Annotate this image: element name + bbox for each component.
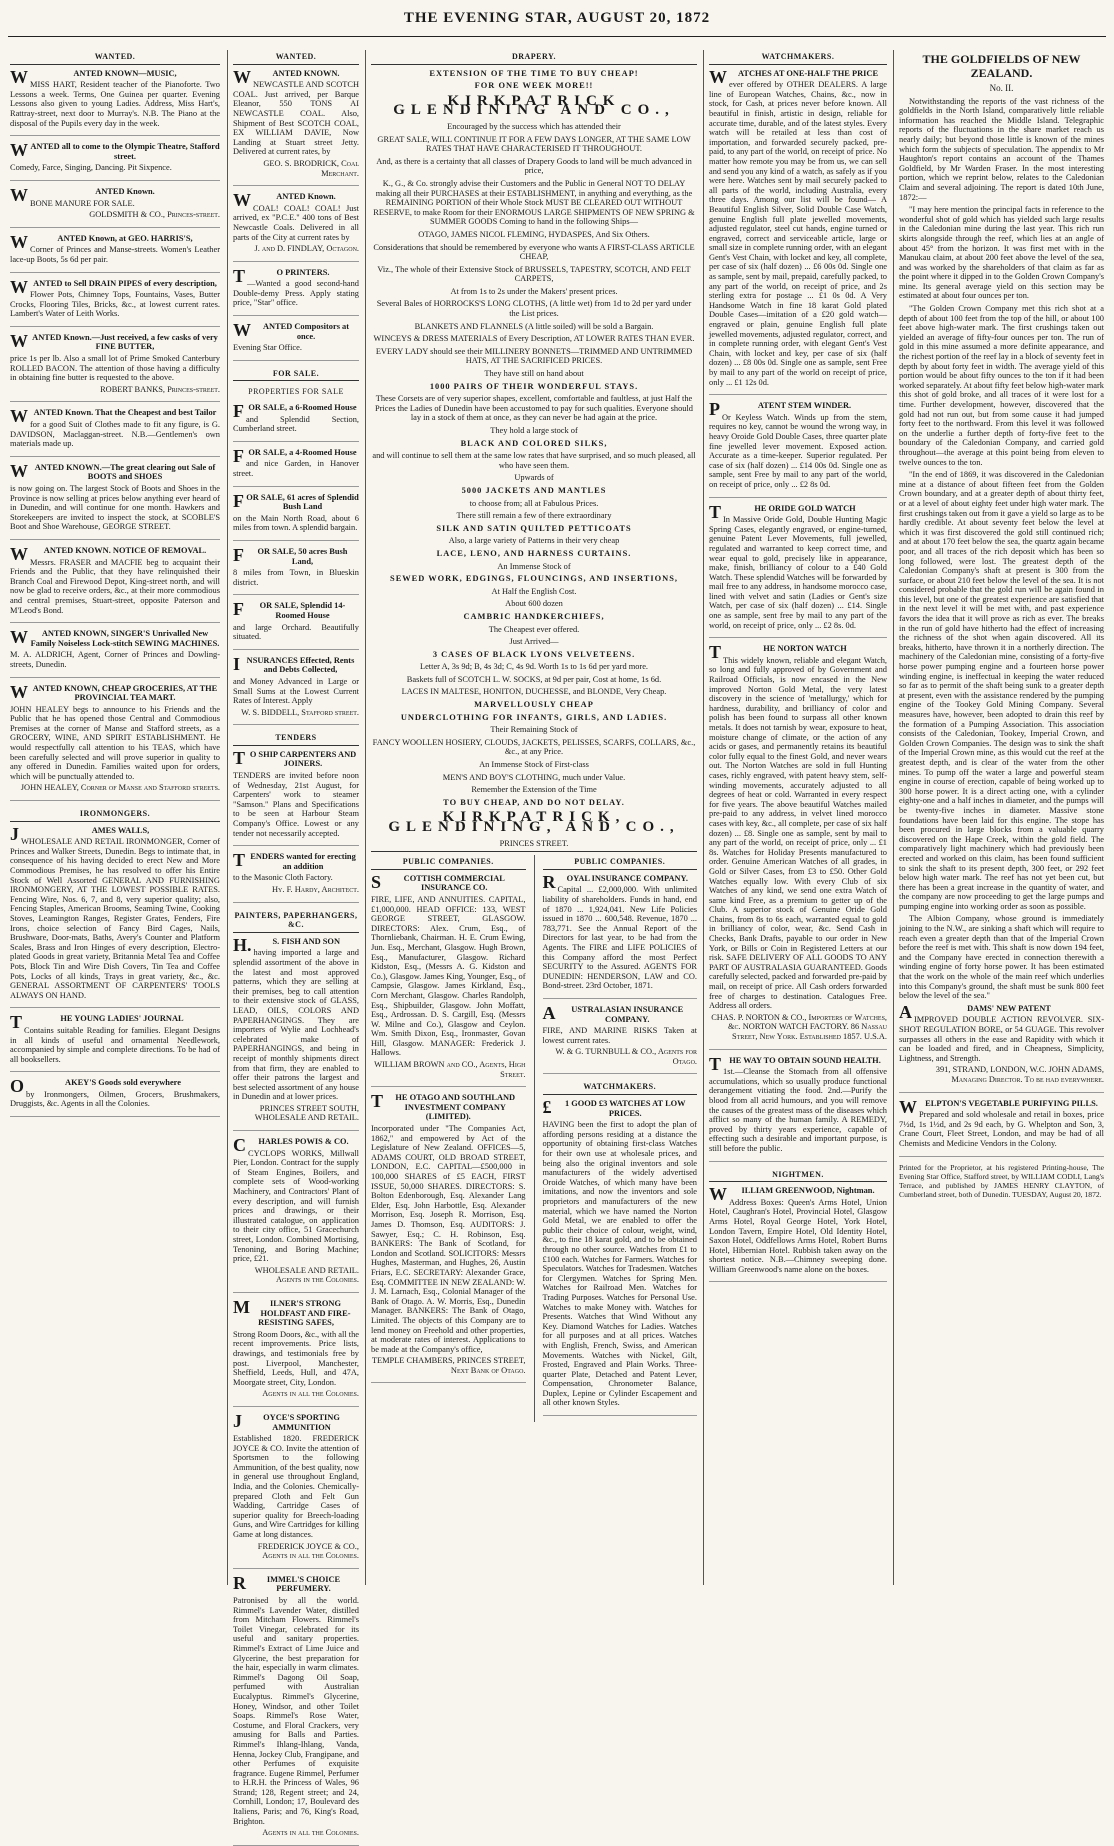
drapery-headlines	[371, 69, 697, 91]
advertisement	[709, 644, 887, 1049]
drapery-line: to choose from; all at Fabulous Prices.	[469, 498, 599, 508]
ad-signature: GEO. S. BRODRICK, Coal Merchant.	[263, 158, 359, 178]
ad-title: PATENT STEM WINDER.	[709, 399, 852, 420]
ad-signature: 391, STRAND, LONDON, W.C. JOHN ADAMS, Managing Director. To be had everywhere.	[935, 1065, 1104, 1084]
ad-title: THE ORIDE GOLD WATCH	[709, 501, 856, 522]
article-paragraph: "In the end of 1869, it was discovered in the Caledonian mine at a distance of about fifteen feet from the Golden Crown boundary, and at a greater depth of about thirty feet, or at a level of about eighty feet under high water mark. The first crushings taken out from it gave a yield so large as to be hardly credible. At about seventy feet below the level at which it was first discovered the gold still continued rich; and at about 170 feet below the sea, the quartz again became poor, and all traces of the rich deposit which has been so long followed, were lost. The greatest depth of the Caledonian Company's shaft at present is 300 from the surface, or about 210 feet below the level of the sea. It is not considered probable that the gold run will be again found in this level, but one of the greatest experience are satisfied that in the next level it will be met with, and past experience favors the idea that it will prove as rich as ever. The breaks in the run of gold have hitherto had the effect of increasing the richness of the shot when again discovered. All its breaks, hitherto, have thrown it in a northerly direction. The machinery of the Caledonian mine, consisting of a forty-five horse power pumping engine and a fourteen horse power winding engine, is ineffectual in keeping the water reduced so far as to permit of the shaft being sunk to a greater depth at present, even with the assistance rendered by the pumping engine of the Tookey Gold Mining Company. Several measures have, however, been adopted to drain this reef by the formation of a Pumping Association. This association consists of the Caledonian, Tookey, Imperial Crown, and Golden Crown Companies. The design was to sink the shaft of the Imperial Crown mine, as this would cut the reef at the greatest depth, and is clear of the water from the other mines. To pump off the water a large and powerful steam engine in course of erection, capable of being worked up to 300 horse power. It is a direct acting one, with a cylinder eighty-one and a half inches in diameter, and the pumps will be twenty-five inches in diameter. Massive stone foundations have been laid for this engine. The stope has been procured in large blocks from a valuable quarry discovered on the Hape Creek, within the gold field. The comparatively light machinery which had previously been erected and worked on this claim, has been found sufficient to sink the shaft to its present depth, 300 feet, or 292 feet below high water mark. The reef has not yet been cut, but there has been a great increase in the quantity of water, and the company are now proceeding to get the large pumps and pumping engine into working order as soon as possible.	[899, 470, 1104, 911]
ad-body: for a good Suit of Clothes made to fit any figure, is G. DAVIDSON, Maclaggan-street. N.B.—Gentlemen's own materials made up.	[10, 420, 220, 449]
ad-title: WANTED Known.	[10, 184, 155, 205]
ad-body: FIRE, AND MARINE RISKS Taken at lowest current rates.	[542, 1026, 697, 1045]
section-heading: DRAPERY.	[371, 50, 697, 65]
ad-body: 8 miles from Town, in Blueskin district.	[233, 568, 359, 587]
ad-body: COAL! COAL! COAL! Just arrived, ex "P.C.E." 400 tons of Best Newcastle Coals. Delivered in all parts of the City at current rates by	[233, 203, 359, 242]
drapery-line: Encouraged by the success which has attended their	[447, 121, 621, 131]
drapery-line: Their Remaining Stock of	[490, 725, 578, 735]
advertisement	[709, 1053, 887, 1162]
advertisement	[10, 330, 220, 403]
advertisement	[10, 184, 220, 228]
advertisement	[233, 1137, 359, 1293]
ad-title: WANTED Known. That the Cheapest and best Tailor	[10, 406, 217, 427]
section-heading: NIGHTMEN.	[709, 1168, 887, 1183]
ad-body: is now going on. The largest Stock of Boots and Shoes in the Province is now selling at prices below anything ever heard of in Dunedin, and will continue for one month. Hawkers and Storekeepers are invited to inspect the stock, at SCOBLE'S Boot and Shoe Warehouse, GEORGE STREET.	[10, 484, 220, 532]
advertisement	[233, 747, 359, 846]
ad-title: TENDERS wanted for erecting an addition	[233, 850, 356, 871]
advertisement	[233, 265, 359, 316]
ad-body: —Wanted a good second-hand Double-demy Press. Apply stating price, "Star" office.	[233, 279, 359, 308]
drapery-line: Just Arrived—	[509, 637, 559, 647]
section-heading: PAINTERS, PAPERHANGERS, &C.	[233, 909, 359, 933]
drapery-line: Also, a large variety of Patterns in their very cheap	[448, 536, 620, 546]
ad-signature: JOHN HEALEY, Corner of Manse and Stafford streets.	[20, 783, 220, 793]
drapery-line: FANCY WOOLLEN HOSIERY, CLOUDS, JACKETS, PELISSES, SCARFS, COLLARS, &c., &c., at any Price.	[372, 737, 696, 757]
section-heading: IRONMONGERS.	[10, 807, 220, 822]
drapery-headline: EXTENSION OF THE TIME TO BUY CHEAP!	[429, 68, 639, 78]
drapery-line: MARVELLOUSLY CHEAP	[474, 700, 594, 710]
ad-title: WANTED KNOWN, CHEAP GROCERIES, AT THE PROVINCIAL TEA MART.	[10, 681, 218, 703]
ad-signature: Hy. F. Hardy, Architect.	[272, 885, 359, 894]
advertisement	[233, 653, 359, 726]
ad-body: HAVING been the first to adopt the plan of affording persons residing at a distance the opportunity of obtaining first-class Watches for their own use at wholesale prices, and being also the original inventors and sole manufacturers of the widely advertised Oroide Watches, of which many have been imitations, and now the inventors and sole proprietors and manufacturers of the new material, which we have named the Norton Gold Metal, we are enabled to offer the public their choice of colour, weight, wind, &c., to fine 18 karat gold, and to be obtained through no other source. Watches from £1 to £100 each. Watches for Farmers. Watches for Speculators. Watches for Tradesmen. Watches for Clergymen. Watches for Spring Men. Watches for Railroad Men. Watches for Trading Purposes. Watches for Personal Use. Watches to make Money with. Watches for Presents. Watches that Wind Without any Key. Diamond Watches for Ladies. Watches for all purposes and at all prices. Watches with English, French, Swiss, and American Movements. Watches with Nickel, Gilt, Frosted, Engraved and Plain Works. Three-quarter Plate, Detached and Patent Lever, Compensation, Chronometer Balance, Duplex, Lepine or Cylinder Escapement and all other known Styles.	[542, 1120, 697, 1408]
drapery-line: 5000 JACKETS AND MANTLES	[461, 485, 607, 495]
drapery-firm-address: PRINCES STREET.	[499, 838, 569, 848]
ad-list	[233, 403, 359, 725]
public-companies-left	[371, 855, 526, 1422]
ad-body: and Splendid Section, Cumberland street.	[233, 414, 359, 434]
drapery-line: EVERY LADY should see their MILLINERY BONNETS—TRIMMED AND UNTRIMMED HATS, AT THE SACRIFICED PRICES.	[375, 346, 693, 366]
ad-body: Flower Pots, Chimney Tops, Fountains, Vases, Butter Crocks, Flooring Tiles, Bricks, &c., at lowest current rates. Lambert's Water of Leith Works.	[10, 290, 220, 319]
advertisement	[233, 322, 359, 361]
advertisement	[10, 408, 220, 456]
ad-body: TENDERS are invited before noon of Wednesday, 21st August, for Carpenters' work to steamer "Samson." Plans and Specifications to be seen at Harbour Steam Company's Office. Lowest or any tender not necessarily accepted.	[233, 771, 359, 838]
drapery-line: MEN'S AND BOY'S CLOTHING, much under Value.	[442, 772, 626, 782]
column-watchmakers	[709, 50, 887, 1585]
ad-title: JOYCE'S SPORTING AMMUNITION	[233, 1410, 340, 1432]
ad-body: NEWCASTLE AND SCOTCH COAL. Just arrived, per Barque Eleanor, 550 TONS AI NEWCASTLE COAL. Also, Shipment of Best SCOTCH COAL, EX WILLIAM DAVIE, Now Landing at Stuart street Jetty. Delivered at current rates, by	[233, 80, 359, 157]
ad-title: INSURANCES Effected, Rents and Debts Collected,	[233, 653, 355, 675]
ad-body: This widely known, reliable and elegant Watch, so long and fully approved of by Government and Railroad Officials, is now encased in the New improved Norton Gold Metal, the very latest discovery in the science of 'metallurgy,' which for hardness, durability, and brilliancy of color and polish has been found to surpass all other known metals. It does not tarnish by wear, exposure to heat, moisture change of climate, or the action of any acids or gases, and permanently retains its beautiful color fully equal to the finest Gold, and never wears out. The Norton Watches are sold in full Hunting cases, richly engraved, with patent heavy stem, self-winding movements, accurately adjusted to all degrees of heat or cold. Warranted in every respect for five years. The above beautiful Watches mailed pre-paid to any address, in velvet lined morocco cases with key, &c., all complete, per case of six half dozen) ... £8. Single one as sample, sent by mail to any part of the world, on receipt of price, only ... £1 8s. Watches for Holiday Presents manufactured to order. Genuine American Watches of all grades, in Gold or Silver Cases, from £3 to £50. Other Gold Watches equally low. With every Club of six Watches of any kind, we send one extra Watch of same kind Free, as a premium to getter up of the Club. A superior stock of Genuine Oride Gold Chains, from 8s to 6s each, warranted equal to gold in brilliancy of color, wear, &c. Send Cash in Checks, Bank Drafts, payable to our order in New York, or Bills or Coin in Registered Letters at our risk. SAFE DELIVERY OF ALL GOODS TO ANY PART OF AUSTRALASIA GUARANTEED. Goods carefully selected, packed and forwarded pre-paid by mail, on receipt of price. All Cash orders forwarded free of charges to destination. Catalogues Free. Address all orders.	[709, 655, 887, 1011]
advertisement	[233, 544, 359, 595]
ad-body: and large Orchard. Beautifully situated.	[233, 622, 359, 642]
ad-signature: TEMPLE CHAMBERS, PRINCES STREET, Next Bank of Otago.	[371, 1356, 526, 1375]
advertisement	[709, 501, 887, 639]
advertisement	[542, 871, 698, 999]
ad-title: WANTED to Sell DRAIN PIPES of every description,	[10, 276, 217, 297]
ad-title: WANTED KNOWN.	[233, 66, 340, 87]
section-heading: FOR SALE.	[233, 367, 359, 382]
column-separator	[893, 50, 894, 1585]
advertisement	[10, 1078, 220, 1117]
ad-body: Evening Star Office.	[233, 343, 302, 353]
ad-body: Patronised by all the world. Rimmel's Lavender Water, distilled from Mitcham Flowers. Rimmel's Toilet Vinegar, celebrated for its useful and sanitary properties. Rimmel's Extract of Lime Juice and Glycerine, the best preparation for the hair, especially in warm climates. Rimmel's Dagong Oil Soap, perfumed with Australian Eucalyptus. Rimmel's Glycerine, Honey, Windsor, and other Toilet Soaps. Rimmel's Rose Water, Costume, and Floral Crackers, very amusing for Balls and Parties. Rimmel's Ihlang-Ihlang, Vanda, Henna, Jockey Club, Frangipane, and other Perfumes of exquisite fragrance. Eugene Rimmel, Perfumer to H.R.H. the Princess of Wales, 96 Strand; 128, Regent street; and 24, Cornhill, London; 17, Boulevard des Italiens, Paris; and 76, King's Road, Brighton.	[233, 1596, 359, 1826]
ad-signature: Agents in all the Colonies.	[262, 1389, 359, 1399]
advertisement	[709, 401, 887, 497]
article-paragraph: The Albion Company, whose ground is immediately joining to the N.W., are sinking a shaft which will require to reach even a greater depth than that of the Imperial Crown before the reef is met with. This shaft is now down 194 feet, and the Company have erected in connection therewith a winding engine of forty horse power. It has been estimated that the work on the whole of the main reef which underlies into this Company's ground, the shaft must be sunk 800 feet below the level of the sea."	[899, 914, 1104, 1001]
drapery-line: They hold a large stock of	[490, 426, 578, 435]
drapery-line: K., G., & Co. strongly advise their Customers and the Public in General NOT TO DELAY making all their PURCHASES at their ESTABLISHMENT, in anything and everything, as the REMAINING PORTION of their Whole Stock MUST BE CLEARED OUT WITHOUT RESERVE, to make Room for their ENORMOUS LARGE SHIPMENTS OF NEW SPRING & SUMMER GOODS Coming to hand in the following Ships—	[373, 178, 695, 227]
section-heading: WATCHMAKERS.	[709, 50, 887, 65]
ad-body: FIRE, LIFE, AND ANNUITIES. CAPITAL, £1,000,000. HEAD OFFICE: 133, WEST GEORGE STREET, GLASGOW. DIRECTORS: Alex. Crum, Esq., of Thornliebank, Chairman. H. E. Crum Ewing, Jun. Esq., Merchant, Glasgow. Hugh Brown, Esq., Manufacturer, Glasgow. Richard Kidston, Esq., (Messrs A. G. Kidston and Co.), Glasgow. James King, Younger, Esq., of Campsie, Glasgow. James Kirkland, Esq., Corn Merchant, Glasgow. Charles Randolph, Esq., Shipbuilder, Glasgow. John Moffatt, Esq., Ardrossan. D. S. Cargill, Esq. (Messrs W. Milne and Co.), Glasgow and Ceylon. Wm. Smith Dixon, Esq., Ironmaster, Govan Hill, Glasgow. MANAGER: Frederick J. Hallows.	[371, 894, 526, 1058]
column-wanted-2	[233, 50, 359, 1838]
column-separator	[365, 50, 366, 1585]
ad-title: FOR SALE, 61 acres of Splendid Bush Land	[233, 490, 359, 512]
ad-body: Capital ... £2,000,000. With unlimited liability of shareholders. Funds in hand, end of 1870 ... 1,924,041. New Life Policies issued in 1870 ... 600,548. Revenue, 1870 ... 783,771. See the Annual Report of the Directors for last year, to be had from the Agents. The FIRE and LIFE POLICIES of this Company afford the most Perfect SECURITY to the Assured. AGENTS FOR DUNEDIN: HENDERSON, LAW and CO. Bond-street. 23rd October, 1871.	[542, 885, 697, 991]
ad-body: BONE MANURE FOR SALE.	[30, 198, 135, 208]
drapery-advert	[371, 69, 697, 849]
drapery-line: 1000 PAIRS OF THEIR WONDERFUL STAYS.	[429, 381, 639, 391]
ad-body: on the Main North Road, about 6 miles from town. A splendid bargain.	[233, 513, 359, 533]
ad-title: WANTED KNOWN.—The great clearing out Sale of BOOTS and SHOES	[10, 460, 216, 482]
article-title: THE GOLDFIELDS OF NEW ZEALAND.	[922, 52, 1081, 80]
drapery-line: At from 1s to 2s under the Makers' present prices.	[450, 286, 618, 296]
ad-body: price 1s per lb. Also a small lot of Prime Smoked Canterbury ROLLED BACON. The attention of those having a difficulty in obtaining fine butter is requested to the above.	[10, 354, 220, 383]
column-goldfields	[899, 50, 1104, 1585]
ad-list	[233, 934, 359, 1846]
ad-signature: FREDERICK JOYCE & CO., Agents in all the Colonies.	[257, 1541, 359, 1561]
ad-title: FOR SALE, a 4-Roomed House	[233, 445, 357, 466]
ad-body: Contains suitable Reading for families. Elegant Designs in all kinds of useful and ornamental Needlework, accompanied by simple and complete directions. To be had of all booksellers.	[10, 1025, 220, 1064]
ad-body: WHOLESALE AND RETAIL IRONMONGER, Corner of Princes and Walker Streets, Dunedin. Begs to intimate that, in consequence of his having decided to erect New and More Commodious Premises, he has resolved to offer his Entire Stock of Well Assorted GENERAL AND FURNISHING IRONMONGERY, AT THE LOWEST POSSIBLE RATES. Fencing Wire, Nos. 6, 7, and 8, very superior quality; also, Fencing Staples, American Brooms, Seaming Twine, Cooking Stoves, Leamington Ranges, Register Grates, Fenders, Fire Irons, choice selection of Fancy Bird Cages, Nails, Brushware, Door-mats, Baths, Avery's Counter and Platform Scales, Brass and Iron Hinges of every description, Electro-plated Goods in great variety, Britannia Metal Tea and Coffee Pots, Block Tin and Wire Dish Covers, Tin Tea and Coffee Pots, Locks of all kinds, Trays in great variety, &c., &c. GENERAL ASSORTMENT OF CARPENTERS' TOOLS ALWAYS ON HAND.	[10, 837, 220, 1000]
article-number: No. II.	[989, 83, 1014, 93]
drapery-line: The Cheapest ever offered.	[488, 624, 580, 634]
advertisement	[233, 445, 359, 487]
drapery-line: Upwards of	[514, 473, 554, 483]
advertisement	[233, 192, 359, 262]
advertisement	[709, 66, 887, 396]
drapery-line: And, as there is a certainty that all classes of Drapery Goods to land will be much advanced in price,	[376, 156, 692, 176]
advertisement	[233, 1572, 359, 1846]
ad-title: ROYAL INSURANCE COMPANY.	[542, 871, 688, 892]
advertisement	[233, 66, 359, 187]
drapery-firm-name: KIRKPATRICK GLENDINING AND CO.,	[393, 92, 675, 119]
ad-body: and nice Garden, in Hanover street.	[233, 459, 359, 478]
ad-body: Strong Room Doors, &c., with all the recent improvements. Price lists, drawings, and testimonials free by post. Liverpool, Manchester, Sheffield, Leeds, Hull, and 47A, Moorgate street, City, London.	[233, 1329, 359, 1387]
drapery-line: CAMBRIC HANDKERCHIEFS,	[463, 611, 605, 621]
ad-title: WANTED Known.	[233, 190, 336, 211]
ad-title: H.S. FISH AND SON	[233, 934, 340, 955]
drapery-line: LACE, LENO, AND HARNESS CURTAINS.	[436, 548, 632, 558]
advertisement	[10, 629, 220, 677]
advertisement	[899, 1096, 1104, 1157]
drapery-line: OTAGO, JAMES NICOL FLEMING, HYDASPES, And Six Others.	[418, 229, 650, 239]
ad-list	[371, 871, 526, 1384]
advertisement	[10, 460, 220, 540]
article-body	[899, 97, 1104, 1001]
advertisement	[10, 231, 220, 273]
advertisement	[10, 1014, 220, 1072]
section-heading: WATCHMAKERS.	[543, 1080, 698, 1095]
advertisement	[10, 823, 220, 1009]
drapery-line: These Corsets are of very superior shapes, excellent, comfortable and faultless, at just Half the Prices the Ladies of Dunedin have been accustomed to pay for such qualities. Everyone should lay in a stock of them at once, as they can never be had again at the price.	[375, 394, 693, 423]
ad-title: CHARLES POWIS & CO.	[233, 1135, 349, 1156]
ad-body: ever offered by OTHER DEALERS. A large line of European Watches, Chains, &c., now in stock, for Cash, at prices never before known. All beautiful in finish, artistic in design, reliable for accurate time, durable, and of the latest styles. Every watch will be retailed at less than cost of importation, and forwarded securely packed, pre-paid, to any part of the world, on receipt of price. No matter how remote you may be from us, we can sell and send you any kind of a watch, as safely as if you were here. Watches sent by mail securely packed to all parts of the world, including Australia, every three days. Among our list will be found— A Beautiful English Silver, Solid Double Case Watch, genuine English full plate jewelled movements, adjusted regulator, steel cut hands, engine turned or engraved, correct and serviceable article, large or small size in complete running order, with an elegant Gent's Vest Chain, with locket and key, all complete, per case of six (half dozen) ... £6 00s 0d. Single one as sample, sent by mail, prepaid, carefully packed, to any part of the world, on receipt of price, and 2s sterling extra for postage ... £1 0s 0d. A Very Handsome Watch in fine 18 karat Gold plated Double Cases—imitation of a £20 gold watch—engraved or plain, genuine English full plate jewelled movements, adjusted regulator, correct, and in complete running order, with elegant Gent's Vest Chain, with locket and key, per case of six (half dozen) ... £8 00s 0d. Single one as sample, sent Free by mail to any part of the world on receipt of price, only ... £1 12s 0d.	[709, 80, 887, 387]
article-paragraph: "I may here mention the principal facts in reference to the wonderful shot of gold which has yielded such large results in the Caledonian mine during the last year. This rich run skirts alongside through the reef, which lies at an angle of about 45° from the horizon. It was first met with in the Manukau claim, at about 200 feet above the level of the sea, and was worked by the shareholders of that claim as far as the point where it dipped in to the Golden Crown Company's mine. Its general average yield on this section may be estimated at about four ounces per ton.	[899, 205, 1104, 301]
masthead-title: THE EVENING STAR, AUGUST 20, 1872	[403, 10, 711, 26]
ad-body: MISS HART, Resident teacher of the Pianoforte. Two Lessons a week. Terms, One Guinea per quarter. Evening Lessons also given to young Ladies. Address, Miss Hart's, Rattray-street, next door to Murray's. N.B. The Piano at the disposal of the Pupils every day in the week.	[10, 80, 220, 128]
advertisement	[371, 1093, 526, 1383]
public-companies-block	[371, 851, 697, 1422]
ad-title: TO SHIP CARPENTERS AND JOINERS.	[233, 747, 357, 769]
column-separator	[703, 50, 704, 1585]
ad-body: Or Keyless Watch. Winds up from the stem, requires no key, cannot be wound the wrong way, in heavy Oroide Gold Double Cases, three quarter plate fine jewelled lever movement. Exposed action. Accurate as a time-keeper. Superior regulated. Per case of six (half dozen) ... £14 00s 0d. Single one as sample, sent Free by mail to any part of the world, on receipt of price, only ... £2 8s 0d.	[709, 412, 887, 489]
ad-title: SCOTTISH COMMERCIAL INSURANCE CO.	[371, 871, 505, 893]
ad-title: WANTED Compositors at once.	[233, 320, 350, 341]
advertisement	[10, 276, 220, 327]
ad-body: Incorporated under "The Companies Act, 1862," and empowered by Act of the Legislature of New Zealand. OFFICES—5, ADAMS COURT, OLD BROAD STREET, LONDON, E.C. CAPITAL—£500,000 in 100,000 SHARES of £5 EACH, FIRST ISSUE, 50,000 SHARES. DIRECTORS: S. Bolton Edenborough, Esq. Alexander Lang Elder, Esq. John Harbottle, Esq. Alexander Morrison, Esq. Joseph R. Morrison, Esq. James D. Thomson, Esq. AUDITORS: J. Sawyer, Esq.; C. H. Robinson, Esq. BANKERS: The Bank of Scotland, for London and Scotland. SOLICITORS: Messrs Hughes, Masterman, and Hughes, 26, Austin Friars, E.C. SECRETARY: Alexander Grace, Esq. COMMITTEE IN NEW ZEALAND: W. J. M. Larnach, Esq., Colonial Manager of the Bank of Otago. A. W. Morris, Esq., Dunedin Manager. BANKERS: The Bank of Otago, Limited. The objects of this Company are to lend money on Freehold and other properties, at moderate rates of interest. Applications to be made at the Company's office,	[371, 1124, 526, 1354]
advertisement	[233, 852, 359, 902]
drapery-line: Baskets full of SCOTCH L. W. SOCKS, at 9d per pair, Cost at home, 1s 6d.	[406, 674, 662, 684]
drapery-line: They have still on hand about	[484, 369, 584, 379]
ad-title: WELPTON'S VEGETABLE PURIFYING PILLS.	[899, 1096, 1098, 1117]
column-drapery	[371, 50, 697, 1585]
ad-signature: PRINCES STREET SOUTH, WHOLESALE AND RETAIL.	[254, 1103, 359, 1123]
ad-list	[10, 66, 220, 801]
ad-title: FOR SALE, a 6-Roomed House	[233, 401, 357, 422]
drapery-line: An Immense Stock of First-class	[479, 760, 589, 770]
drapery-line: Letter A, 3s 9d; B, 4s 3d; C, 4s 9d. Worth 1s to 1s 6d per yard more.	[419, 662, 649, 672]
drapery-line: There still remain a few of there extraordinary	[456, 511, 612, 521]
drapery-line: Considerations that should be remembered by everyone who wants A FIRST-CLASS ARTICLE CHEAP,	[373, 242, 695, 262]
advertisement	[233, 403, 359, 442]
ad-list	[542, 871, 698, 1075]
drapery-line: 3 CASES OF BLACK LYONS VELVETEENS.	[432, 649, 636, 659]
section-heading: WANTED.	[10, 50, 220, 65]
drapery-body	[371, 122, 697, 807]
ad-list	[233, 66, 359, 361]
ad-title: WATCHES AT ONE-HALF THE PRICE	[709, 66, 879, 87]
ad-title: THE WAY TO OBTAIN SOUND HEALTH.	[709, 1053, 881, 1074]
advertisement	[233, 1296, 359, 1407]
drapery-line: BLANKETS AND FLANNELS (A little soiled) will be sold a Bargain.	[414, 321, 654, 331]
ad-body: to the Masonic Cloth Factory.	[233, 873, 333, 883]
ad-body: and Money Advanced in Large or Small Sums at the Lowest Current Rates of Interest. Apply	[233, 676, 359, 706]
advertisement	[899, 1001, 1104, 1093]
drapery-line: GREAT SALE, WILL CONTINUE IT FOR A FEW DAYS LONGER, AT THE SAME LOW RATES THAT HAVE CHARACTERISED IT THROUGHOUT.	[377, 134, 691, 154]
ad-signature: W. & G. TURNBULL & CO., Agents for Otago.	[555, 1047, 697, 1066]
drapery-line: LACES IN MALTESE, HONITON, DUCHESSE, and BLONDE, Very Cheap.	[401, 687, 667, 697]
section-heading: PUBLIC COMPANIES.	[543, 855, 698, 870]
ad-signature: J. and D. FINDLAY, Octagon.	[254, 244, 359, 254]
ad-signature: W. S. BIDDELL, Stafford street.	[241, 707, 359, 717]
drapery-line: TO BUY CHEAP, AND DO NOT DELAY.	[443, 797, 625, 807]
ad-title: OAKEY'S Goods sold everywhere	[10, 1076, 181, 1097]
ad-body: Address Boxes: Queen's Arms Hotel, Union Hotel, Caughran's Hotel, Provincial Hotel, Glasgow Arms Hotel, Royal George Hotel, York Hotel, London Tavern, Empire Hotel, Old Identity Hotel, Saxon Hotel, Oddfellows Arms Hotel, Robert Burns Hotel, Hibernian Hotel. Rubbish taken away on the shortest notice. N.B.—Chimney sweeping done. William Greenwood's name alone on the boxes.	[709, 1197, 887, 1274]
ad-body: In Massive Oride Gold, Double Hunting Magic Spring Cases, elegantly engraved, or engine-turned, genuine Patent Lever Movements, full jewelled, regulated and warranted to keep correct time, and wear equal to gold, precisely like in appearance, make, finish, brilliancy of colour to a £40 Gold Watch. These splendid Watches will be forwarded by mail free to any address, in handsome morocco case, lined with velvet and satin (Ladies or Gent's size Watch, per case of six (half dozen) ... £14. Single one as sample, sent free by mail to any part of the world, on receipt of price, only ... £2 8s. 0d.	[709, 515, 887, 630]
ad-body: CYCLOPS WORKS, Millwall Pier, London. Contract for the supply of Steam Engines, Boilers, and complete sets of Wood-working Machinery, and Contractors' Plant of every description, and will furnish prices and drawings, or their illustrated catalogue, on application to their city office, 51 Gracechurch street, London. Combined Mortising, Tenoning, and Boring Machine; price, £21.	[233, 1148, 359, 1264]
ad-body: Established 1820. FREDERICK JOYCE & CO. Invite the attention of Sportsmen to the following Ammunition, of the best quality, now in general use throughout England, India, and the Colonies. Chemically-prepared Cloth and Felt Gun Wadding, Cartridge Cases of superior quality for Breech-loading Guns, and Wire Cartridges for killing Game at long distances.	[233, 1434, 359, 1540]
ad-body: having imported a large and splendid assortment of the above in the latest and most approved patterns, which they are selling at their premises, beg to call attention to their extensive stock of GLASS, LEAD, OILS, COLORS AND PAPERHANGINGS. They are importers of Wylie and Lochhead's celebrated make of PAPERHANGINGS, and being in receipt of monthly shipments direct from that firm, they are enabled to offer their patrons the largest and best selected assortment of any house in Dunedin and at lower prices.	[233, 948, 359, 1102]
ad-title: FOR SALE, Splendid 14-Roomed House	[233, 599, 346, 620]
advertisement	[10, 543, 220, 623]
ad-list	[899, 1001, 1104, 1157]
advertisement	[10, 681, 220, 802]
advertisement	[233, 934, 359, 1131]
ad-title: WANTED Known, at GEO. HARRIS'S,	[10, 231, 193, 252]
ad-title: AUSTRALASIAN INSURANCE COMPANY.	[542, 1002, 684, 1024]
drapery-line: Viz., The whole of their Extensive Stock of BRUSSELS, TAPESTRY, SCOTCH, AND FELT CARPETS,	[377, 264, 691, 284]
ad-list	[709, 66, 887, 1162]
column-separator	[227, 50, 228, 1585]
ad-body: JOHN HEALEY begs to announce to his Friends and the Public that he has opened those Central and Commodious Premises at the corner of Manse and Stafford streets, as a GROCERY, WINE, AND SPIRIT ESTABLISHMENT. He would respectfully call attention to his TEAS, which have been carefully selected and will prove superior in quality to any offered in Dunedin. Families waited upon for orders, which will be punctually attended to.	[10, 704, 220, 781]
masthead-rule	[8, 36, 1106, 37]
ad-body: Comedy, Farce, Singing, Dancing. Pit Sixpence.	[10, 163, 172, 173]
ad-list	[543, 1099, 698, 1416]
column-wanted-1	[10, 50, 220, 1585]
column-separator	[534, 855, 535, 1422]
ad-body: by Ironmongers, Oilmen, Grocers, Brushmakers, Druggists, &c. Agents in all the Colonies.	[10, 1089, 220, 1109]
ad-title: THE YOUNG LADIES' JOURNAL	[10, 1012, 184, 1033]
drapery-line: SILK AND SATIN QUILTED PETTICOATS	[436, 523, 632, 533]
ad-title: WANTED KNOWN—MUSIC,	[10, 66, 177, 87]
drapery-firm-name-bottom: KIRKPATRICK, GLENDINING, AND CO.,	[388, 809, 680, 835]
drapery-line: SEWED WORK, EDGINGS, FLOUNCINGS, AND INSERTIONS,	[390, 574, 678, 584]
ad-title: WILLIAM GREENWOOD, Nightman.	[709, 1184, 875, 1205]
ad-title: WANTED KNOWN. NOTICE OF REMOVAL.	[10, 543, 207, 564]
drapery-line: Remember the Extension of the Time	[471, 785, 597, 795]
drapery-line: UNDERCLOTHING FOR INFANTS, GIRLS, AND LADIES.	[400, 712, 668, 722]
ad-title: TO PRINTERS.	[233, 265, 330, 286]
ad-title: JAMES WALLS,	[10, 823, 150, 844]
printer-imprint: Printed for the Proprietor, at his registered Printing-house, The Evening Star Office, Stafford street, by WILLIAM CODLI, Lang's Terrace, and published by JAMES HENRY CLAYTON, of Cumberland street, both of Dunedin. TUESDAY, August 20, 1872.	[899, 1162, 1104, 1199]
ad-body: IMPROVED DOUBLE ACTION REVOLVER. SIX-SHOT REGULATION BORE, or 54 GUAGE. This revolver surpasses all others in the ease and Rapidity with which it can be loaded and fired, and in Cheapness, Simplicity, Lightness, and Strength.	[899, 1015, 1104, 1063]
advertisement	[233, 1410, 359, 1569]
advertisement	[10, 142, 220, 181]
article-paragraph: Notwithstanding the reports of the vast richness of the goldfields in the North Island, comparatively little reliable information has reached the Middle Island. Telegraphic reports of the fluctuations in the share market reach us nearly daily; but beyond those little is known of the mines which form the subjects of speculation. The appendix to Mr Haughton's report contains an account of the Thames Goldfield, by Mr Warden Fraser. In the most interesting portion, which we reprint below, relates to the Caledonian Claim and several adjoining. The report is dated 10th June, 1872:—	[899, 96, 1104, 202]
drapery-line: An Immense Stock of	[497, 561, 571, 571]
advertisement	[709, 1186, 887, 1282]
advertisement	[10, 66, 220, 137]
ad-body: Corner of Princes and Manse-streets. Women's Leather lace-up Boots, 5s 6d per pair.	[10, 245, 220, 264]
ad-title: RIMMEL'S CHOICE PERFUMERY.	[233, 1572, 341, 1594]
ad-title: THE NORTON WATCH	[709, 642, 847, 663]
ad-title: WANTED Known.—Just received, a few casks of very FINE BUTTER,	[10, 330, 218, 352]
drapery-line: BLACK AND COLORED SILKS,	[460, 438, 608, 448]
advertisement	[543, 1099, 698, 1416]
ad-signature: ROBERT BANKS, Princes-street.	[100, 384, 220, 394]
ad-signature: Agents in all the Colonies.	[262, 1828, 359, 1838]
ad-title: WANTED KNOWN, SINGER'S Unrivalled New Family Noiseless Lock-stitch SEWING MACHINES.	[10, 627, 220, 648]
ad-signature: GOLDSMITH & CO., Princes-street.	[89, 210, 220, 220]
ad-title: FOR SALE, 50 acres Bush Land,	[233, 544, 348, 566]
ad-title: £1 GOOD £3 WATCHES AT LOW PRICES.	[542, 1097, 686, 1118]
drapery-headline: FOR ONE WEEK MORE!!	[474, 81, 594, 91]
section-heading: TENDERS	[233, 731, 359, 746]
public-companies-right	[543, 855, 698, 1422]
ad-signature: WHOLESALE AND RETAIL. Agents in the Colonies.	[254, 1265, 359, 1285]
ad-signature: CHAS. P. NORTON & CO., Importers of Watches, &c. NORTON WATCH FACTORY. 86 Nassau Street, New York. Established 1857. U.S.A.	[711, 1012, 887, 1041]
drapery-line: Several Bales of HORROCKS'S LONG CLOTHS, (A little wet) from 1d to 2d per yard under the List prices.	[376, 299, 692, 319]
ad-body: 1st.—Cleanse the Stomach from all offensive accumulations, which so usually produce functional derangement vitiating the food. 2nd.—Purify the blood from all acrid humours, and you will remove the causes of the greatest mass of the diseases which afflict so many of the human family. A REMEDY, proved by thirty years experience, capable of effecting such a desirable and important purpose, is still before the public.	[709, 1067, 887, 1153]
article-paragraph: "The Golden Crown Company met this rich shot at a depth of about 100 feet from the top of the hill, or about 100 feet above high-water mark. The first crushings taken out yielded an average of fifty-four ounces per ton. The run of gold in this mine assumed a more definite appearance, and the richest portion of the reef lay in a block of seventy feet in depth by about forty feet in width. The average yield of this portion would be about fifty ounces to the ton if it had been worked separately. At about fifty feet below high-water mark this shot of gold broke, and all traces of it were lost for a time. Further development, however, discovered that the gold had not run out, but from some cause it had jumped forty feet to the northward. From this level it was followed on the underlie a further depth of forty-five feet to the boundary of the Caledonian Company, and carried gold throughout—the average at this point being from eleven to twelve ounces to the ton.	[899, 304, 1104, 467]
section-heading: PUBLIC COMPANIES.	[371, 855, 526, 870]
advertisement	[233, 490, 359, 541]
drapery-line: and will continue to sell them at the same low rates that have surprised, and so much pleased, all who have seen them.	[372, 451, 696, 470]
ad-signature: WILLIAM BROWN and CO., Agents, High Street.	[374, 1060, 526, 1079]
ad-body: Messrs. FRASER and MACFIE beg to acquaint their Friends and the Public, that they have relinquished their Branch Coal and Firewood Depot, King-street north, and will now be glad to receive orders, &c., at their more commodious and central premises, Stuart-street, opposite Paterson and M'Leod's Bond.	[10, 557, 220, 615]
advertisement	[542, 1002, 698, 1075]
ad-list	[709, 1186, 887, 1282]
ad-body: M. A. ALDRICH, Agent, Corner of Princes and Dowling-streets, Dunedin.	[10, 650, 220, 669]
ad-title: THE OTAGO AND SOUTHLAND INVESTMENT COMPANY (LIMITED).	[371, 1091, 516, 1122]
ad-body: Prepared and sold wholesale and retail in boxes, price 7½d, 1s 1½d, and 2s 9d each, by G. Whelpton and Son, 3, Crane Court, Fleet Street, London, and may be had of all Chemists and Medicine Vendors in the Colony.	[899, 1110, 1104, 1148]
advertisement	[371, 871, 526, 1087]
advertisement	[233, 601, 359, 649]
ad-list	[10, 823, 220, 1117]
drapery-line: WINCEYS & DRESS MATERIALS of Every Description, AT LOWER RATES THAN EVER.	[373, 334, 695, 344]
ad-list	[233, 747, 359, 903]
drapery-line: At Half the English Cost.	[491, 586, 577, 596]
ad-title: ADAMS' NEW PATENT	[899, 1001, 1051, 1022]
ad-title: WANTED all to come to the Olympic Theatre, Stafford street.	[10, 140, 220, 161]
section-subheading: PROPERTIES FOR SALE	[248, 387, 344, 397]
ad-title: MILNER'S STRONG HOLDFAST AND FIRE-RESISTING SAFES,	[233, 1296, 351, 1328]
section-heading: WANTED.	[233, 50, 359, 65]
drapery-line: About 600 dozen	[505, 599, 563, 609]
